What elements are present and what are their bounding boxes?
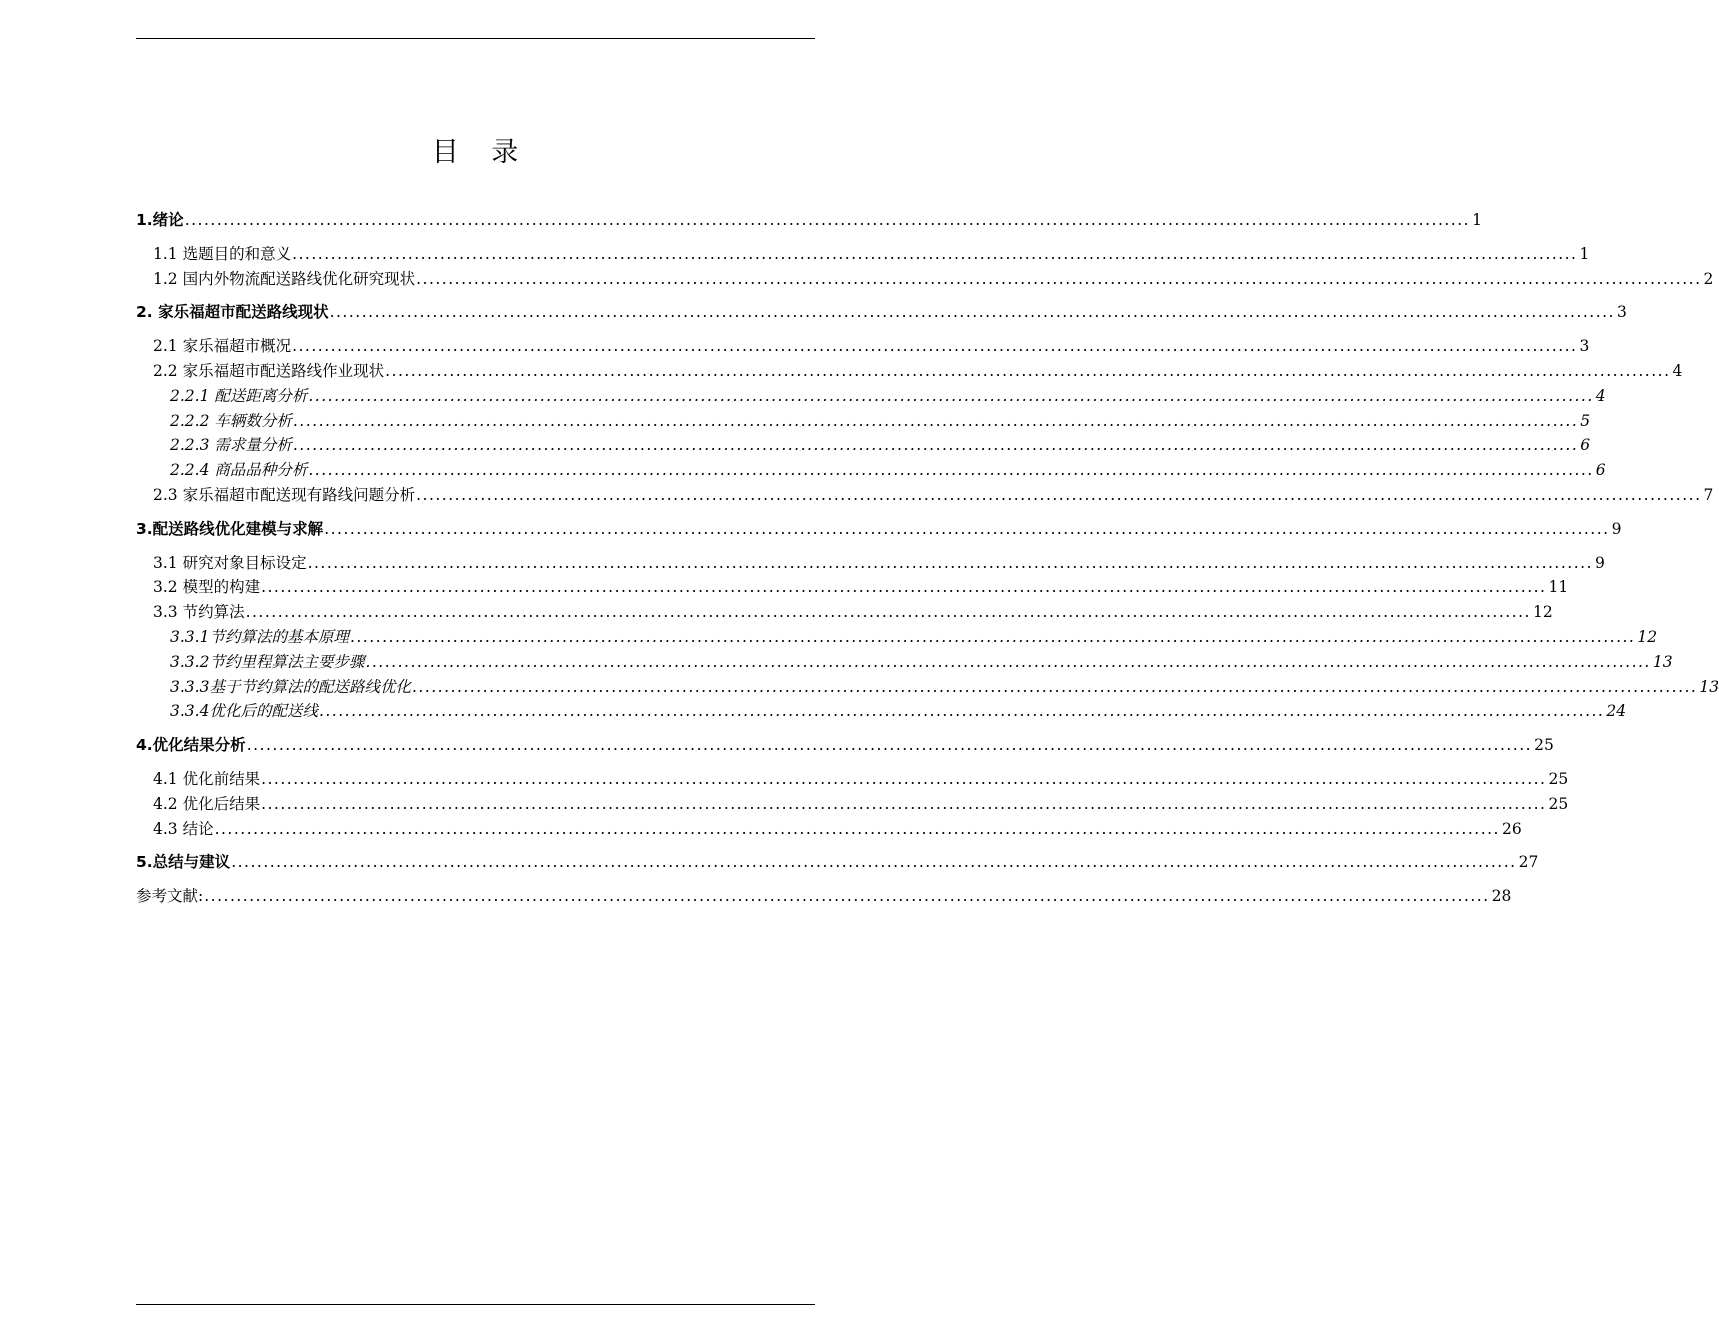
table-of-contents [136,208,1719,909]
toc-entry-title: 3.3 节约算法 [153,603,245,622]
toc-entry-page: 3 [1579,337,1590,356]
toc-leader-dots: ........................................................................................................................................................................................................ [365,652,1651,671]
toc-leader-dots: ........................................................................................................................................................................................................ [307,553,1593,572]
toc-entry-page: 26 [1501,819,1522,838]
toc-entry-page: 13 [1652,652,1673,671]
toc-entry-page: 5 [1580,411,1591,430]
toc-leader-dots: ........................................................................................................................................................................................................ [292,411,1579,430]
toc-entry-page: 25 [1548,794,1569,813]
toc-entry[interactable] [136,359,1683,384]
toc-entry-title: 参考文献: [136,887,204,906]
header-rule [136,38,815,39]
toc-entry-page: 4 [1672,361,1683,380]
toc-entry-title: 1.1 选题目的和意义 [153,244,292,263]
toc-entry[interactable] [136,733,1554,758]
toc-entry-page: 6 [1595,461,1606,480]
toc-leader-dots: ........................................................................................................................................................................................................ [214,819,1500,838]
toc-entry[interactable] [136,483,1714,508]
toc-entry-page: 2 [1703,269,1714,288]
toc-entry-title: 2.2.4 商品品种分析 [170,461,308,480]
toc-leader-dots: ........................................................................................................................................................................................................ [349,627,1636,646]
toc-title: 目 录 [431,137,531,168]
toc-entry-page: 9 [1594,553,1605,572]
toc-leader-dots: ........................................................................................................................................................................................................ [308,386,1594,405]
toc-entry[interactable] [136,650,1673,675]
toc-entry[interactable] [136,884,1512,909]
toc-entry-page: 28 [1491,887,1512,906]
toc-entry-page: 7 [1703,485,1714,504]
toc-leader-dots: ........................................................................................................................................................................................................ [329,303,1615,322]
toc-entry-page: 1 [1472,211,1482,229]
toc-entry[interactable] [136,551,1605,576]
toc-entry-title: 2.2.2 车辆数分析 [170,411,292,430]
toc-entry[interactable] [136,850,1539,875]
toc-entry[interactable] [136,699,1627,724]
toc-leader-dots: ........................................................................................................................................................................................................ [292,337,1578,356]
toc-leader-dots: ........................................................................................................................................................................................................ [416,485,1702,504]
toc-leader-dots: ........................................................................................................................................................................................................ [246,736,1533,755]
toc-entry-title: 5.总结与建议 [136,853,231,872]
toc-leader-dots: ........................................................................................................................................................................................................ [292,244,1578,263]
toc-entry-page: 6 [1580,436,1591,455]
toc-entry-title: 2.1 家乐福超市概况 [153,337,292,356]
toc-entry-title: 2.2 家乐福超市配送路线作业现状 [153,361,385,380]
toc-entry-title: 3.3.4优化后的配送线 [170,702,318,721]
toc-entry-page: 13 [1699,677,1719,696]
toc-leader-dots: ........................................................................................................................................................................................................ [416,269,1702,288]
toc-entry-title: 3.配送路线优化建模与求解 [136,519,324,538]
toc-entry-page: 4 [1595,386,1606,405]
toc-entry-title: 1.绪论 [136,211,184,229]
toc-entry-title: 4.优化结果分析 [136,736,246,755]
toc-entry[interactable] [136,242,1590,267]
toc-entry-page: 25 [1548,769,1569,788]
toc-entry-page: 12 [1637,627,1658,646]
toc-leader-dots: ........................................................................................................................................................................................................ [318,702,1605,721]
toc-entry[interactable] [136,575,1569,600]
toc-leader-dots: ........................................................................................................................................................................................................ [292,436,1579,455]
toc-entry-title: 2. 家乐福超市配送路线现状 [136,303,329,322]
toc-leader-dots: ........................................................................................................................................................................................................ [231,853,1517,872]
toc-entry-page: 25 [1534,736,1554,755]
toc-entry[interactable] [136,300,1627,325]
toc-entry-title: 2.2.1 配送距离分析 [170,386,308,405]
toc-leader-dots: ........................................................................................................................................................................................................ [245,603,1531,622]
toc-entry-title: 1.2 国内外物流配送路线优化研究现状 [153,269,416,288]
toc-entry-title: 3.3.1节约算法的基本原理 [170,627,349,646]
toc-entry[interactable] [136,600,1553,625]
toc-entry[interactable] [136,625,1658,650]
toc-entry-title: 3.3.3基于节约算法的配送路线优化 [170,677,411,696]
toc-entry[interactable] [136,517,1622,542]
toc-entry-title: 3.3.2节约里程算法主要步骤 [170,652,365,671]
toc-leader-dots: ........................................................................................................................................................................................................ [204,887,1490,906]
toc-entry[interactable] [136,792,1569,817]
toc-entry-page: 12 [1532,603,1553,622]
toc-entry-title: 4.1 优化前结果 [153,769,261,788]
toc-entry[interactable] [136,409,1591,434]
toc-entry[interactable] [136,267,1714,292]
toc-leader-dots: ........................................................................................................................................................................................................ [261,794,1547,813]
toc-entry[interactable] [136,208,1482,233]
toc-leader-dots: ........................................................................................................................................................................................................ [411,677,1698,696]
toc-entry-page: 3 [1616,303,1627,322]
toc-leader-dots: ........................................................................................................................................................................................................ [261,578,1547,597]
toc-leader-dots: ........................................................................................................................................................................................................ [324,519,1610,538]
toc-entry[interactable] [136,458,1606,483]
toc-entry[interactable] [136,334,1590,359]
toc-leader-dots: ........................................................................................................................................................................................................ [261,769,1547,788]
toc-entry[interactable] [136,767,1569,792]
toc-entry-page: 27 [1518,853,1539,872]
toc-entry-title: 2.2.3 需求量分析 [170,436,292,455]
toc-entry[interactable] [136,384,1606,409]
toc-entry-page: 9 [1611,519,1622,538]
toc-entry[interactable] [136,433,1591,458]
toc-entry[interactable] [136,817,1522,842]
toc-entry-title: 3.1 研究对象目标设定 [153,553,307,572]
toc-leader-dots: ........................................................................................................................................................................................................ [385,361,1671,380]
toc-entry-page: 24 [1606,702,1627,721]
toc-leader-dots: ........................................................................................................................................................................................................ [184,211,1471,229]
toc-entry-page: 11 [1548,578,1569,597]
toc-entry-page: 1 [1579,244,1590,263]
toc-entry-title: 3.2 模型的构建 [153,578,261,597]
toc-leader-dots: ........................................................................................................................................................................................................ [308,461,1594,480]
footer-rule [136,1304,815,1305]
toc-entry-title: 4.2 优化后结果 [153,794,261,813]
toc-entry-title: 2.3 家乐福超市配送现有路线问题分析 [153,485,416,504]
toc-entry[interactable] [136,675,1719,700]
toc-entry-title: 4.3 结论 [153,819,214,838]
